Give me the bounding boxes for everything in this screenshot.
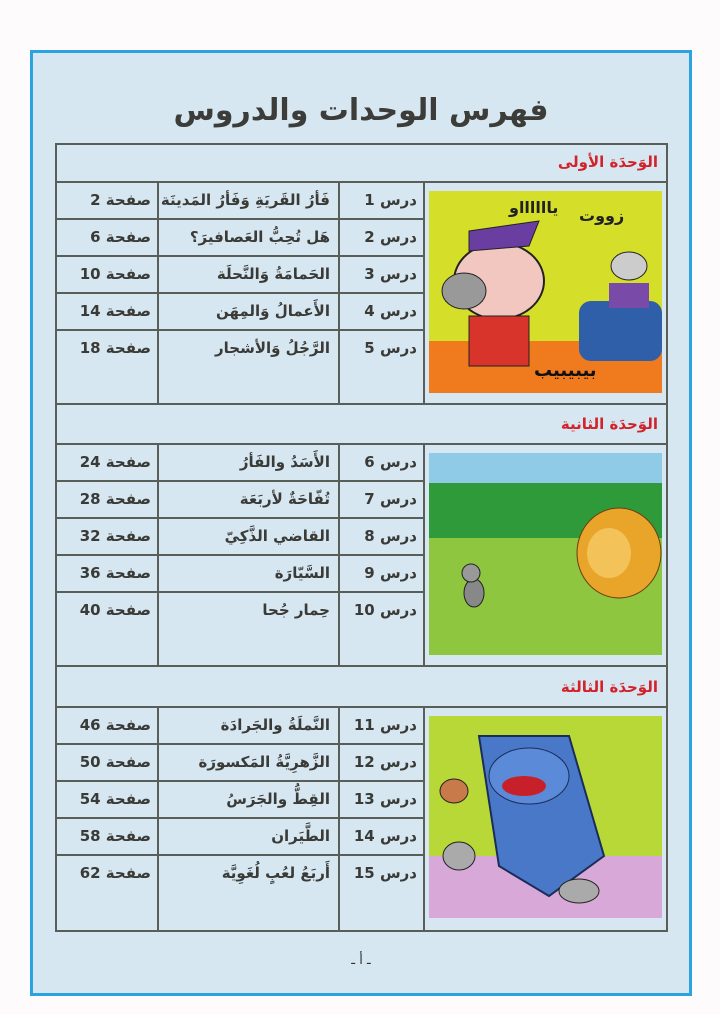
lesson-page: صفحة 46 [79,716,151,734]
comic-text: يااااااو [509,198,559,217]
unit-label: الوَحدَة الثانية [560,415,658,433]
lesson-title: الرَّجُلُ وَالأشجار [157,331,338,403]
lesson-title: حِمار جُحا [157,593,338,665]
lesson-page: صفحة 28 [79,490,151,508]
lesson-title: الزَّهرِيَّةُ المَكسورَة [157,745,338,780]
lesson-row[interactable] [57,556,423,593]
lesson-row[interactable] [57,183,423,220]
lesson-row[interactable] [57,331,423,405]
lesson-title: السَّيّارَة [157,556,338,591]
unit-header [57,670,666,708]
column-divider [423,445,425,667]
lesson-row[interactable] [57,482,423,519]
lesson-number: درس 15 [338,856,423,930]
lesson-row[interactable] [57,745,423,782]
comic-text: بيبيبيب [534,360,597,381]
page-number: ـ أ ـ [351,953,371,968]
lesson-number: درس 9 [338,556,423,591]
unit-illustration [429,716,662,918]
lesson-number: درس 12 [338,745,423,780]
lesson-row[interactable] [57,220,423,257]
lesson-row[interactable] [57,819,423,856]
lesson-page: صفحة 62 [79,864,151,882]
lesson-title: فَأرُ القَريَةِ وَفَأرُ المَدينَة [157,183,338,218]
unit-label: الوَحدَة الأولى [557,153,658,171]
lesson-title: الأَسَدُ والفَأرُ [157,445,338,480]
unit-illustration [429,191,662,393]
lesson-title: القاضي الذَّكِيّ [157,519,338,554]
lesson-number: درس 1 [338,183,423,218]
lesson-title: النَّملَةُ والجَرادَة [157,708,338,743]
divider [57,403,666,405]
lesson-row[interactable] [57,294,423,331]
lesson-title: هَل تُحِبُّ العَصافيرَ؟ [157,220,338,255]
lesson-row[interactable] [57,856,423,930]
lesson-number: درس 5 [338,331,423,403]
lesson-title: الأَعمالُ وَالمِهَن [157,294,338,329]
lesson-number: درس 6 [338,445,423,480]
lesson-page: صفحة 54 [79,790,151,808]
divider [57,665,666,667]
lesson-number: درس 4 [338,294,423,329]
lesson-number: درس 10 [338,593,423,665]
unit-illustration [429,453,662,655]
lesson-row[interactable] [57,519,423,556]
unit-label: الوَحدَة الثالثة [560,678,658,696]
lesson-number: درس 13 [338,782,423,817]
lesson-page: صفحة 50 [79,753,151,771]
unit-header [57,407,666,445]
lesson-title: تُفّاحَةٌ لأربَعَة [157,482,338,517]
lesson-row[interactable] [57,257,423,294]
column-divider [423,708,425,930]
lesson-row[interactable] [57,782,423,819]
lesson-title: الحَمامَةُ وَالنَّحلَة [157,257,338,292]
lesson-number: درس 14 [338,819,423,854]
lesson-number: درس 3 [338,257,423,292]
lesson-page: صفحة 32 [79,527,151,545]
lesson-page: صفحة 18 [79,339,151,357]
lesson-page: صفحة 10 [79,265,151,283]
lesson-row[interactable] [57,593,423,667]
lesson-page: صفحة 24 [79,453,151,471]
lesson-number: درس 2 [338,220,423,255]
lesson-title: أَربَعُ لعُبٍ لُغَوِيَّة [157,856,338,930]
lesson-row[interactable] [57,445,423,482]
comic-text: زووت [579,206,625,225]
lesson-page: صفحة 6 [90,228,151,246]
contents-table [55,143,668,932]
lesson-title: الطَّيَران [157,819,338,854]
lesson-page: صفحة 40 [79,601,151,619]
lesson-page: صفحة 58 [79,827,151,845]
lesson-page: صفحة 36 [79,564,151,582]
unit-header [57,145,666,183]
lesson-number: درس 11 [338,708,423,743]
lesson-title: القِطُّ والجَرَسُ [157,782,338,817]
lesson-row[interactable] [57,708,423,745]
page-title: فهرس الوحدات والدروس [173,93,549,128]
lesson-number: درس 7 [338,482,423,517]
lesson-page: صفحة 14 [79,302,151,320]
lesson-number: درس 8 [338,519,423,554]
lesson-page: صفحة 2 [90,191,151,209]
column-divider [423,183,425,405]
